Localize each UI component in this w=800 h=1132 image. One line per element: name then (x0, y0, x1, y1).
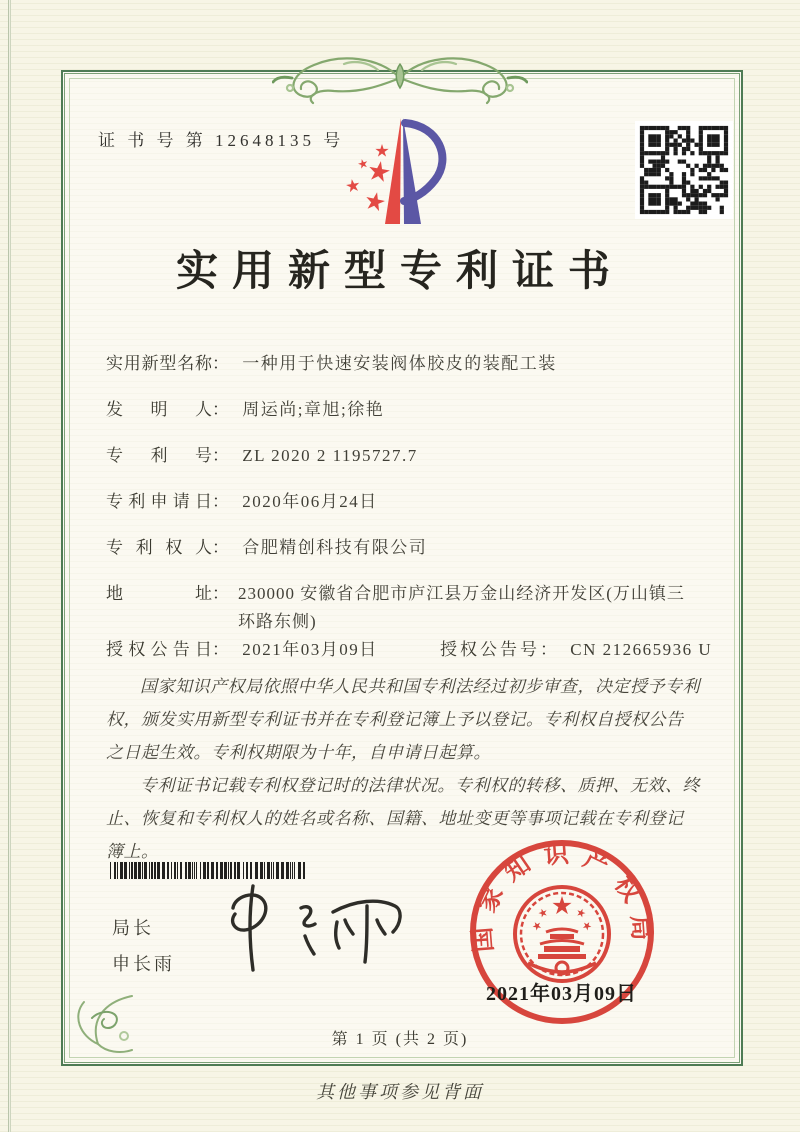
field-label: 地址 (106, 584, 212, 603)
certificate-fields (106, 350, 713, 682)
corner-flourish-icon (62, 988, 148, 1060)
certificate-title: 实用新型专利证书 (175, 249, 624, 295)
commissioner-signature-icon (215, 878, 410, 983)
field-row-inventors: 发明人： 周运尚;章旭;徐艳 (106, 396, 702, 424)
commissioner-title: 局长 (112, 918, 154, 938)
field-label: 专利号 (106, 446, 212, 465)
seal-agency-text: 国家知识产权局 (469, 840, 655, 954)
field-row-grant: 授权公告日： 2021年03月09日 授权公告号： CN 212665936 U (106, 636, 702, 664)
seal-date: 2021年03月09日 (486, 983, 637, 1005)
field-value-grant-number: CN 212665936 U (570, 640, 713, 659)
field-label: 专利权人 (106, 538, 212, 557)
field-value-inventors: 周运尚;章旭;徐艳 (242, 400, 385, 419)
field-value-patent-number: ZL 2020 2 1195727.7 (242, 446, 418, 465)
legal-paragraph-2: 专利证书记载专利权登记时的法律状况。专利权的转移、质押、无效、终止、恢复和专利权人的姓名或名称、国籍、地址变更等事项记载在专利登记簿上。 (106, 776, 700, 861)
commissioner-name: 申长雨 (112, 954, 175, 974)
field-value-address: 230000 安徽省合肥市庐江县万金山经济开发区(万山镇三环路东侧) (238, 584, 685, 631)
field-value-grant-date: 2021年03月09日 (242, 640, 378, 659)
field-row-filing-date: 专利申请日： 2020年06月24日 (106, 488, 702, 516)
field-label: 发明人 (106, 400, 212, 419)
field-row-name: 实用新型名称： 一种用于快速安装阀体胶皮的装配工装 (106, 350, 702, 378)
legal-paragraph-1: 国家知识产权局依照中华人民共和国专利法经过初步审查，决定授予专利权，颁发实用新型专利证书并在专利登记簿上予以登记。专利权自授权公告之日起生效。专利权期限为十年，自申请日起算。 (106, 677, 700, 762)
field-row-address: 地址 ： 230000 安徽省合肥市庐江县万金山经济开发区(万山镇三环路东侧) (106, 580, 702, 636)
field-value-patentee: 合肥精创科技有限公司 (242, 538, 428, 557)
page-number: 第 1 页 (共 2 页) (331, 1031, 469, 1048)
certificate-number: 证 书 号 第 12648135 号 (98, 131, 345, 150)
cnipa-logo-icon (335, 110, 475, 236)
field-label: 专利申请日 (106, 492, 212, 511)
qr-code-icon (635, 121, 733, 219)
field-label: 实用新型名称 (106, 354, 212, 373)
field-value-filing-date: 2020年06月24日 (242, 492, 378, 511)
field-row-patent-number: 专利号： ZL 2020 2 1195727.7 (106, 442, 702, 470)
floral-ornament-icon (272, 44, 528, 110)
field-label: 授权公告日 (106, 640, 212, 659)
commissioner-block (112, 910, 175, 982)
field-label: 授权公告号 (440, 640, 540, 659)
field-row-patentee: 专利权人： 合肥精创科技有限公司 (106, 534, 702, 562)
barcode-icon (110, 862, 310, 879)
back-side-note: 其他事项参见背面 (316, 1082, 484, 1102)
field-pair-grant-number: 授权公告号： CN 212665936 U (440, 636, 712, 664)
scan-page-edge (8, 0, 12, 1132)
field-value-invention-name: 一种用于快速安装阀体胶皮的装配工装 (242, 354, 557, 373)
